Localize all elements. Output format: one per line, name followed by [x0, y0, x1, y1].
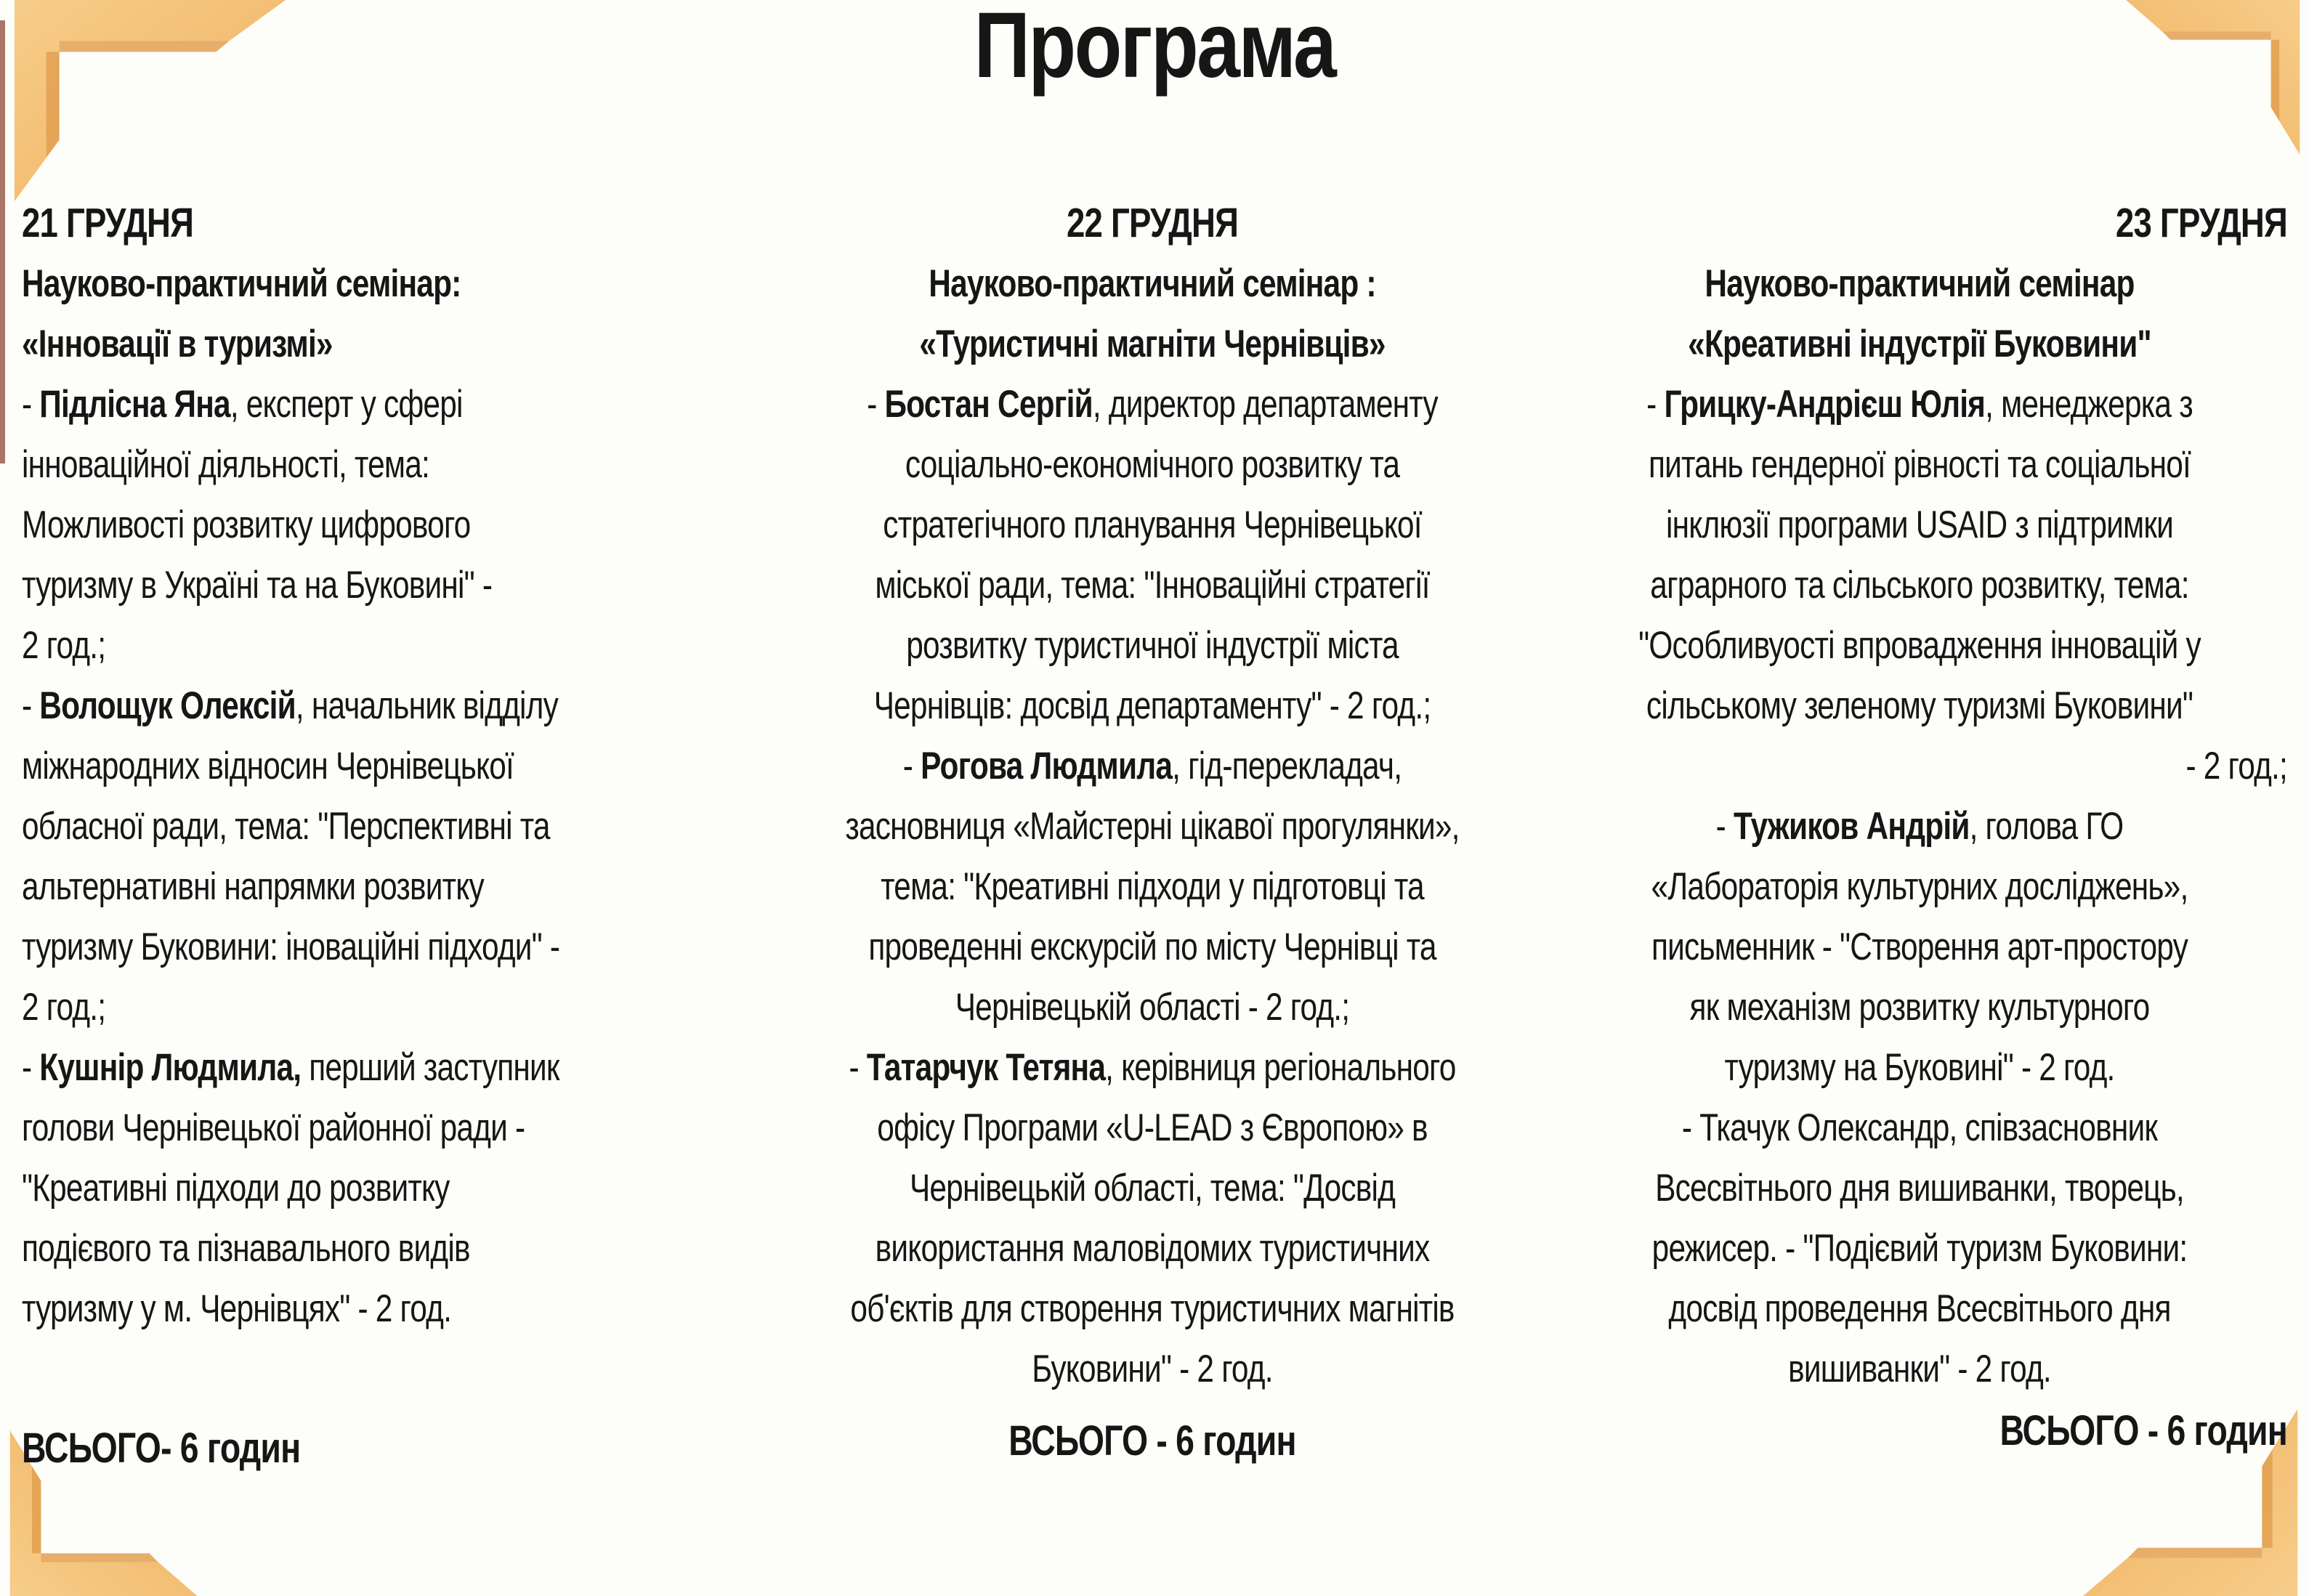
program-text: Можливості розвитку цифрового — [22, 503, 471, 546]
program-text: подієвого та пізнавального видів — [22, 1227, 470, 1270]
program-text: - — [902, 745, 921, 787]
scan-edge-artifact — [0, 20, 5, 463]
program-line — [1625, 1218, 2214, 1279]
speaker-name: Кушнір Людмила, — [39, 1046, 302, 1089]
program-line — [1625, 1158, 2214, 1218]
corner-frame-top-right-icon — [2124, 0, 2309, 173]
program-line — [22, 615, 610, 676]
program-text: як механізм розвитку культурного — [1689, 986, 2150, 1029]
page-title: Програма — [974, 0, 1335, 97]
program-text: інноваційної діяльності, тема: — [22, 443, 429, 486]
program-line — [22, 736, 610, 796]
program-line — [22, 856, 610, 917]
program-line — [22, 1218, 610, 1279]
program-text: , гід-перекладач, — [1172, 745, 1402, 787]
program-text: питань гендерної рівності та соціальної — [1648, 443, 2191, 486]
program-column-dec23 — [1552, 193, 2287, 1399]
program-text: , експерт у сфері — [230, 383, 463, 426]
program-text: "Креативні підходи до розвитку — [22, 1167, 450, 1210]
program-line — [22, 314, 610, 374]
program-line — [22, 1098, 610, 1158]
program-line — [1625, 856, 2214, 917]
program-line — [1699, 736, 2287, 796]
program-text: проведенні екскурсій по місту Чернівці та — [868, 925, 1436, 968]
program-line — [844, 314, 1460, 374]
program-text: письменник - "Створення арт-простору — [1651, 925, 2188, 968]
program-text: - — [867, 383, 885, 426]
program-text: - Ткачук Олександр, співзасновник — [1681, 1106, 2158, 1149]
program-text: голови Чернівецької районної ради - — [22, 1106, 525, 1149]
program-line — [22, 1279, 610, 1339]
program-line — [844, 676, 1460, 736]
column-date-dec23: 23 ГРУДНЯ — [2115, 200, 2287, 246]
program-line — [844, 796, 1460, 856]
program-line — [844, 555, 1460, 615]
program-line — [844, 1218, 1460, 1279]
speaker-name: Науково-практичний семінар : — [929, 262, 1376, 305]
program-text: - — [22, 1046, 40, 1089]
program-text: Чернівців: досвід департаменту" - 2 год.; — [873, 684, 1431, 727]
program-line — [22, 374, 610, 434]
program-line — [844, 1037, 1460, 1098]
column-date-dec22: 22 ГРУДНЯ — [1066, 200, 1239, 246]
program-line — [844, 495, 1460, 555]
program-text: , начальник відділу — [295, 684, 559, 727]
program-text: - — [22, 684, 40, 727]
program-text: - — [1715, 805, 1734, 848]
program-text: офісу Програми «U-LEAD з Європою» в — [877, 1106, 1428, 1149]
program-text: Всесвітнього дня вишиванки, творець, — [1655, 1167, 2184, 1210]
program-line — [1625, 374, 2214, 434]
program-line — [22, 1158, 610, 1218]
program-text: "Особливуості впровадження інновацій у — [1638, 624, 2201, 667]
column-total-dec21: ВСЬОГО- 6 годин — [22, 1425, 301, 1472]
program-line — [844, 736, 1460, 796]
program-line — [844, 374, 1460, 434]
column-total-dec22: ВСЬОГО - 6 годин — [1008, 1417, 1296, 1465]
program-line — [22, 977, 610, 1037]
column-body-dec23 — [1552, 254, 2287, 1399]
speaker-name: Підлісна Яна — [39, 383, 230, 426]
program-text: , менеджерка з — [1985, 383, 2193, 426]
program-line — [22, 676, 610, 736]
speaker-name: Бостан Сергій — [884, 383, 1093, 426]
program-text: міської ради, тема: "Інноваційні стратегії — [875, 564, 1430, 607]
program-text: 2 год.; — [22, 624, 106, 667]
program-text: обласної ради, тема: "Перспективні та — [22, 805, 550, 848]
program-line — [844, 977, 1460, 1037]
program-line — [22, 1037, 610, 1098]
program-text: туризму на Буковині" - 2 год. — [1724, 1046, 2115, 1089]
program-line — [844, 1098, 1460, 1158]
program-text: туризму Буковини: іноваційні підходи" - — [22, 925, 560, 968]
program-line — [844, 434, 1460, 495]
program-line — [1625, 977, 2214, 1037]
program-line — [1625, 1098, 2214, 1158]
program-line — [1625, 254, 2214, 314]
speaker-name: «Креативні індустрії Буковини" — [1688, 323, 2151, 365]
program-line — [22, 495, 610, 555]
program-text: туризму у м. Чернівцях" - 2 год. — [22, 1287, 452, 1330]
program-text: туризму в Україні та на Буковині" - — [22, 564, 493, 607]
speaker-name: Науково-практичний семінар: — [22, 262, 461, 305]
program-text: міжнародних відносин Чернівецької — [22, 745, 514, 787]
program-column-dec21 — [22, 193, 757, 1339]
program-text: тема: "Креативні підходи у підготовці та — [881, 865, 1424, 908]
speaker-name: Грицку-Андрієш Юлія — [1664, 383, 1986, 426]
column-date-dec21: 21 ГРУДНЯ — [22, 200, 194, 246]
program-text: , керівниця регіонального — [1105, 1046, 1456, 1089]
program-line — [844, 615, 1460, 676]
program-text: , директор департаменту — [1092, 383, 1438, 426]
program-line — [844, 856, 1460, 917]
program-line — [844, 254, 1460, 314]
program-text: об'єктів для створення туристичних магнітів — [850, 1287, 1455, 1330]
program-line — [1625, 434, 2214, 495]
program-text: соціально-економічного розвитку та — [905, 443, 1400, 486]
program-line — [22, 434, 610, 495]
program-line — [22, 254, 610, 314]
program-text: досвід проведення Всесвітнього дня — [1668, 1287, 2171, 1330]
program-text: альтернативні напрямки розвитку — [22, 865, 484, 908]
program-column-dec22 — [767, 193, 1537, 1399]
program-line — [1625, 314, 2214, 374]
program-text: 2 год.; — [22, 986, 106, 1029]
program-line — [844, 1158, 1460, 1218]
program-text: інклюзії програми USAID з підтримки — [1666, 503, 2173, 546]
program-text: - — [22, 383, 40, 426]
program-line — [1625, 1339, 2214, 1399]
program-text: Чернівецькій області - 2 год.; — [955, 986, 1350, 1029]
program-text: Буковини" - 2 год. — [1032, 1348, 1273, 1390]
program-text: засновниця «Майстерні цікавої прогулянки», — [845, 805, 1460, 848]
program-line — [1625, 796, 2214, 856]
program-line — [844, 1339, 1460, 1399]
program-text: аграрного та сільського розвитку, тема: — [1650, 564, 2189, 607]
program-line — [1625, 615, 2214, 676]
speaker-name: Волощук Олексій — [39, 684, 296, 727]
program-text: режисер. - "Подієвий туризм Буковини: — [1651, 1227, 2188, 1270]
speaker-name: Науково-практичний семінар — [1705, 262, 2135, 305]
program-text: - 2 год.; — [2185, 745, 2287, 787]
program-text: сільському зеленому туризмі Буковини" — [1646, 684, 2193, 727]
program-text: Чернівецькій області, тема: "Досвід — [909, 1167, 1396, 1210]
program-line — [844, 1279, 1460, 1339]
speaker-name: Рогова Людмила — [921, 745, 1173, 787]
column-body-dec21 — [22, 254, 757, 1339]
speaker-name: Тужиков Андрій — [1733, 805, 1970, 848]
program-text: використання маловідомих туристичних — [875, 1227, 1430, 1270]
program-line — [844, 917, 1460, 977]
program-line — [22, 555, 610, 615]
program-text: розвитку туристичної індустрії міста — [906, 624, 1399, 667]
program-text: - — [1646, 383, 1665, 426]
program-line — [1625, 555, 2214, 615]
program-text: стратегічного планування Чернівецької — [883, 503, 1422, 546]
program-line — [1625, 676, 2214, 736]
program-text: перший заступник — [301, 1046, 559, 1089]
speaker-name: Татарчук Тетяна — [866, 1046, 1106, 1089]
program-text: вишиванки" - 2 год. — [1788, 1348, 2051, 1390]
program-line — [1625, 1037, 2214, 1098]
program-text: «Лабораторія культурних досліджень», — [1651, 865, 2188, 908]
column-total-dec23: ВСЬОГО - 6 годин — [1999, 1407, 2287, 1454]
program-line — [1625, 1279, 2214, 1339]
program-line — [1625, 495, 2214, 555]
program-line — [22, 796, 610, 856]
program-text: - — [849, 1046, 867, 1089]
program-line — [1625, 917, 2214, 977]
program-line — [22, 917, 610, 977]
column-body-dec22 — [767, 254, 1537, 1399]
speaker-name: «Туристичні магніти Чернівців» — [919, 323, 1386, 365]
speaker-name: «Інновації в туризмі» — [22, 323, 333, 365]
program-text: , голова ГО — [1969, 805, 2124, 848]
